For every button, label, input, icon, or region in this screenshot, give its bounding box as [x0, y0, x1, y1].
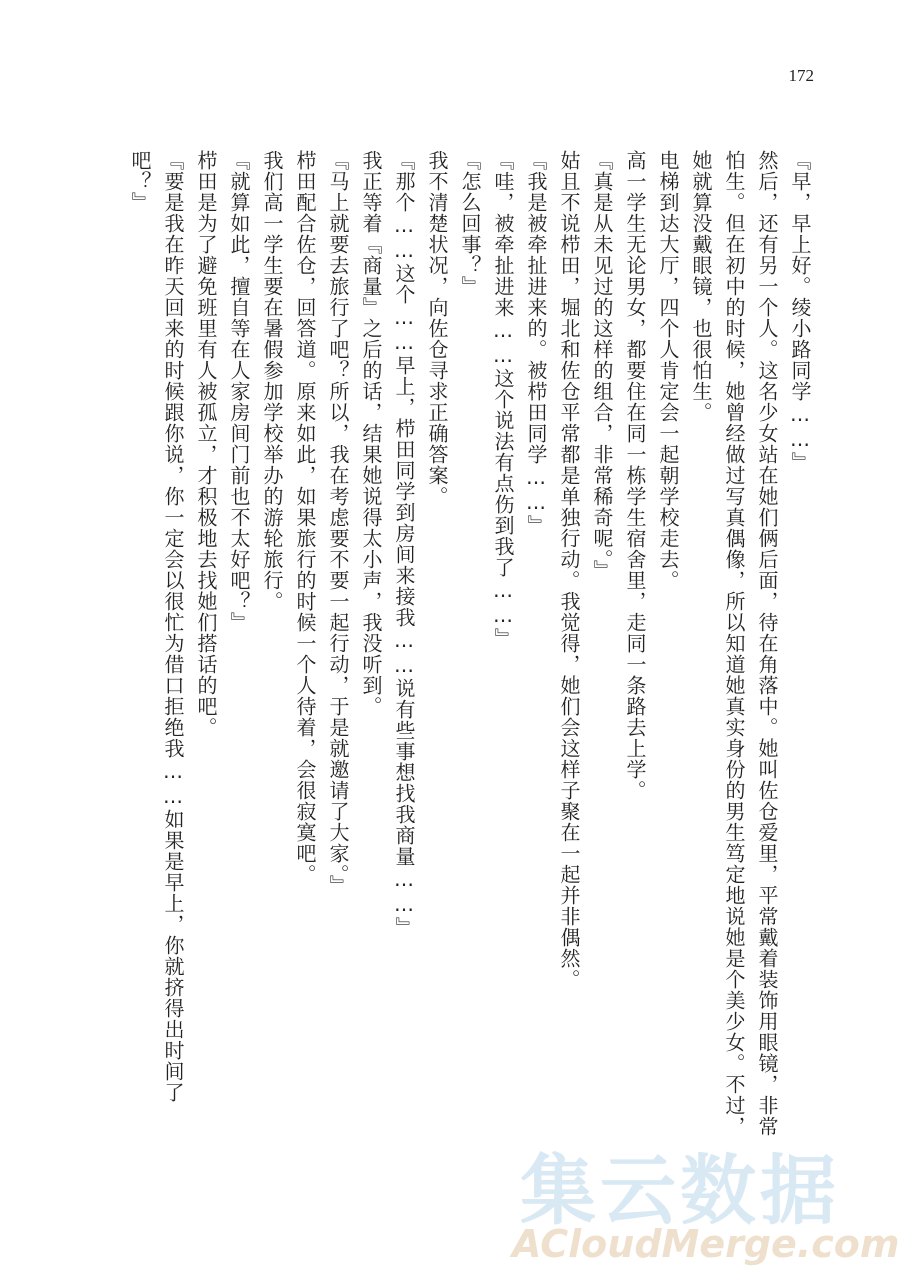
- watermark-en-text: ACloudMerge.com: [512, 1222, 900, 1266]
- paragraph: 然后，还有另一个人。这名少女站在她们俩后面，待在角落中。她叫佐仓爱里，平常戴着装饰用眼镜，非常怕生。但在初中的时候，她曾经做过写真偶像，所以知道她真实身份的男生笃定地说她是个美少女。不过，她就算没戴眼镜，也很怕生。: [689, 150, 779, 1137]
- paragraph: 栉田配合佐仓，回答道。原来如此，如果旅行的时候一个人待着，会很寂寞吧。: [293, 150, 317, 885]
- paragraph: 高一学生无论男女，都要住在同一栋学生宿舍里，走同一条路去上学。: [623, 150, 647, 801]
- paragraph: 我们高一学生要在暑假参加学校举办的游轮旅行。: [260, 150, 284, 612]
- paragraph: 『早，早上好。绫小路同学……』: [788, 150, 812, 473]
- paragraph: 『怎么回事？』: [458, 150, 482, 297]
- paragraph: 我不清楚状况，向佐仓寻求正确答案。: [425, 150, 449, 507]
- paragraph: 『要是我在昨天回来的时候跟你说，你一定会以很忙为借口拒绝我……如果是早上，你就挤得出时间了吧？』: [128, 150, 185, 1103]
- paragraph: 栉田是为了避免班里有人被孤立，才积极地去找她们搭话的吧。: [194, 150, 218, 738]
- paragraph: 姑且不说栉田，堀北和佐仓平常都是单独行动。我觉得，她们会这样子聚在一起并非偶然。: [557, 150, 581, 990]
- paragraph: 『那个……这个……早上，栉田同学到房间来接我……说有些事想找我商量……』: [392, 150, 416, 938]
- paragraph: 『马上就要去旅行了吧？所以，我在考虑要不要一起行动，于是就邀请了大家。』: [326, 150, 350, 896]
- paragraph: 电梯到达大厅，四个人肯定会一起朝学校走去。: [656, 150, 680, 591]
- paragraph: 『我是被牵扯进来的。被栉田同学……』: [524, 150, 548, 536]
- paragraph: 『哇，被牵扯进来……这个说法有点伤到我了……』: [491, 150, 515, 649]
- body-text: [76, 150, 816, 1150]
- paragraph: 『真是从未见过的这样的组合，非常稀奇呢。』: [590, 150, 614, 581]
- page-number: 172: [788, 66, 814, 85]
- paragraph: 『就算如此，擅自等在人家房间门前也不太好吧？』: [227, 150, 251, 633]
- paragraph: 我正等着『商量』之后的话，结果她说得太小声，我没听到。: [359, 150, 383, 717]
- watermark-cn-text: 集云数据: [520, 1146, 840, 1235]
- watermark: [512, 1130, 900, 1270]
